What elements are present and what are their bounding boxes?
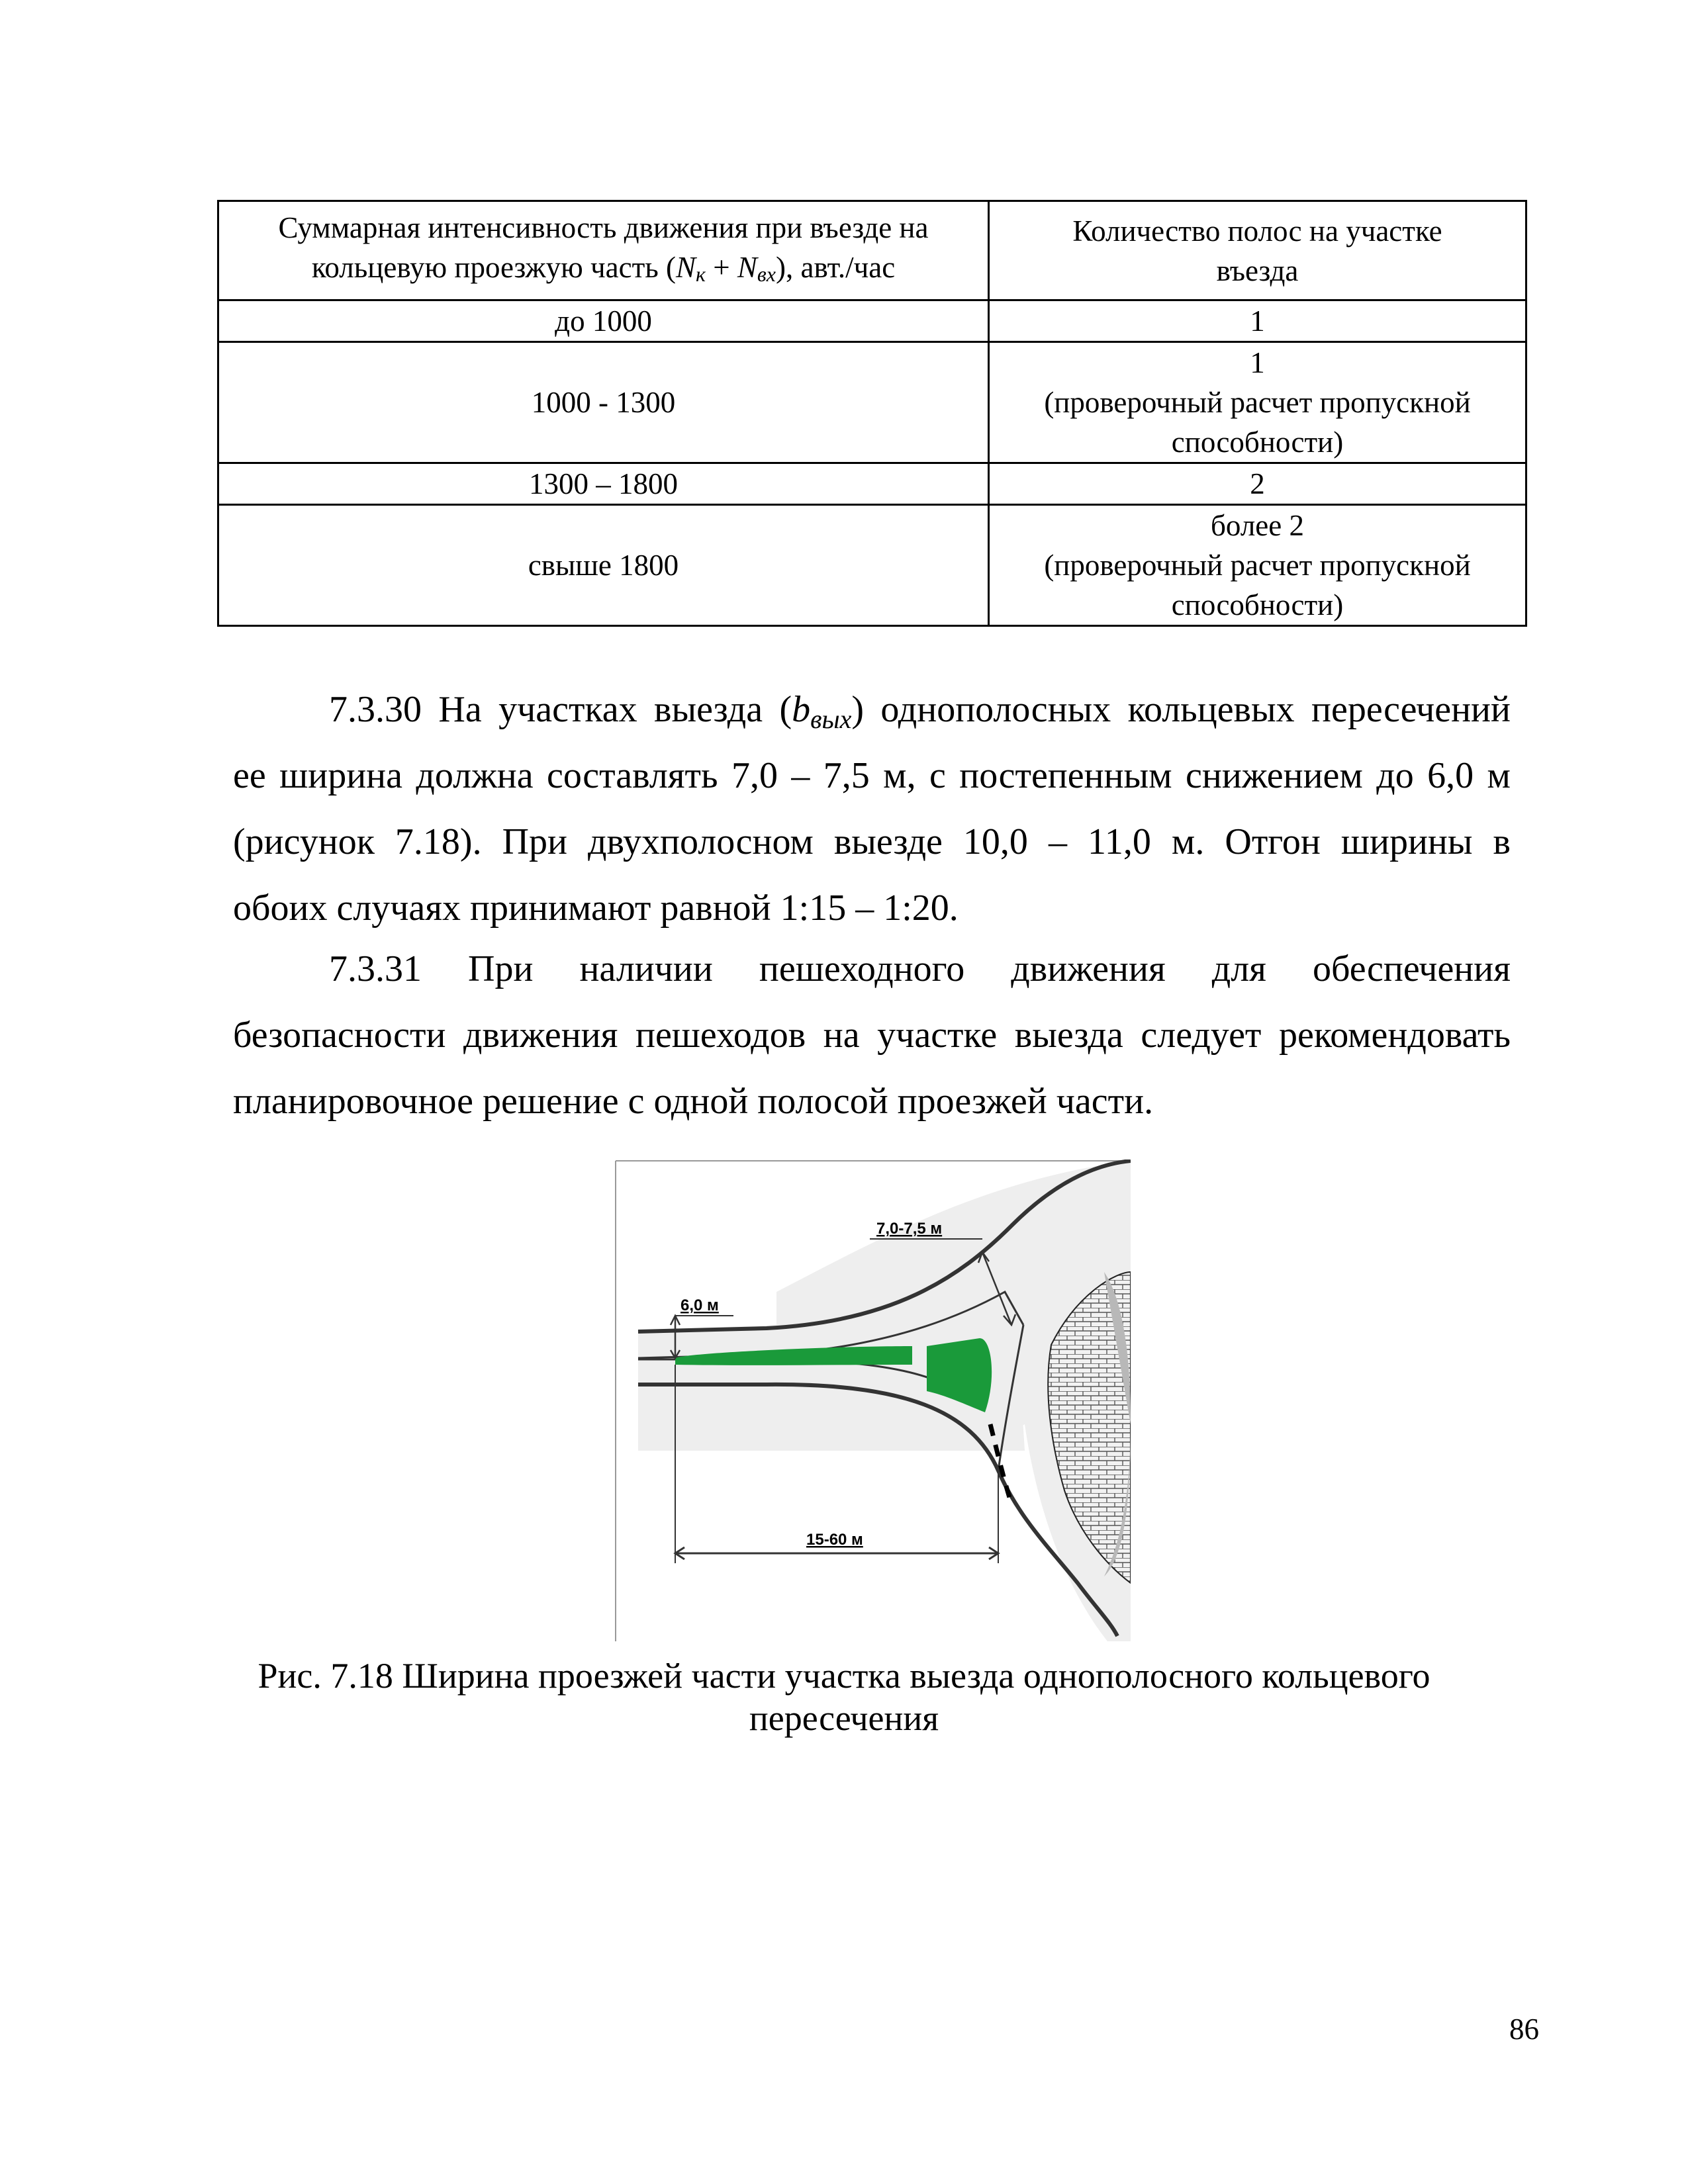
cell-lanes: более 2 (проверочный расчет пропускной способности) (989, 505, 1526, 626)
cell-intensity: до 1000 (218, 300, 989, 342)
paragraph-7-3-30: 7.3.30 На участках выезда $(b_{вых})$ однополосных кольцевых пересечений ее ширина должна составлять 7,0 – 7,5 м, с постепенным снижением до 6,0 м (рисунок 7.18). При двухполосном выезде 10,0 – 11,0 м. Отгон ширины в обоих случаях принимают равной 1:15 – 1:20. (233, 689, 1511, 929)
label-exit-width: 7,0-7,5 м (876, 1220, 943, 1238)
cell-intensity: свыше 1800 (218, 505, 989, 626)
table-row (218, 342, 1526, 463)
cell-lanes: 1 (989, 300, 1526, 342)
table-row (218, 300, 1526, 342)
header-intensity: Суммарная интенсивность движения при въезде на кольцевую проезжую часть (Nк + Nвх), авт./час (218, 201, 989, 300)
header-lanes: Количество полос на участке въезда (989, 201, 1526, 300)
figure-caption: Рис. 7.18 Ширина проезжей части участка выезда однополосного кольцевого пересечения (258, 1656, 1430, 1738)
paragraph-7-3-31: 7.3.31 При наличии пешеходного движения для обеспечения безопасности движения пешеходов на участке выезда следует рекомендовать планировочное решение с одной полосой проезжей части. (233, 948, 1511, 1122)
cell-lanes: 1 (проверочный расчет пропускной способности) (989, 342, 1526, 463)
cell-intensity: 1300 – 1800 (218, 463, 989, 505)
page-number: 86 (1509, 2013, 1539, 2046)
roundabout-exit-figure (614, 1160, 1131, 1643)
table-row (218, 505, 1526, 626)
cell-lanes: 2 (989, 463, 1526, 505)
lanes-table (217, 200, 1527, 627)
cell-intensity: 1000 - 1300 (218, 342, 989, 463)
label-road-width: 6,0 м (680, 1297, 719, 1314)
label-length: 15-60 м (806, 1531, 863, 1549)
table-row (218, 463, 1526, 505)
table-header-row (218, 201, 1526, 300)
